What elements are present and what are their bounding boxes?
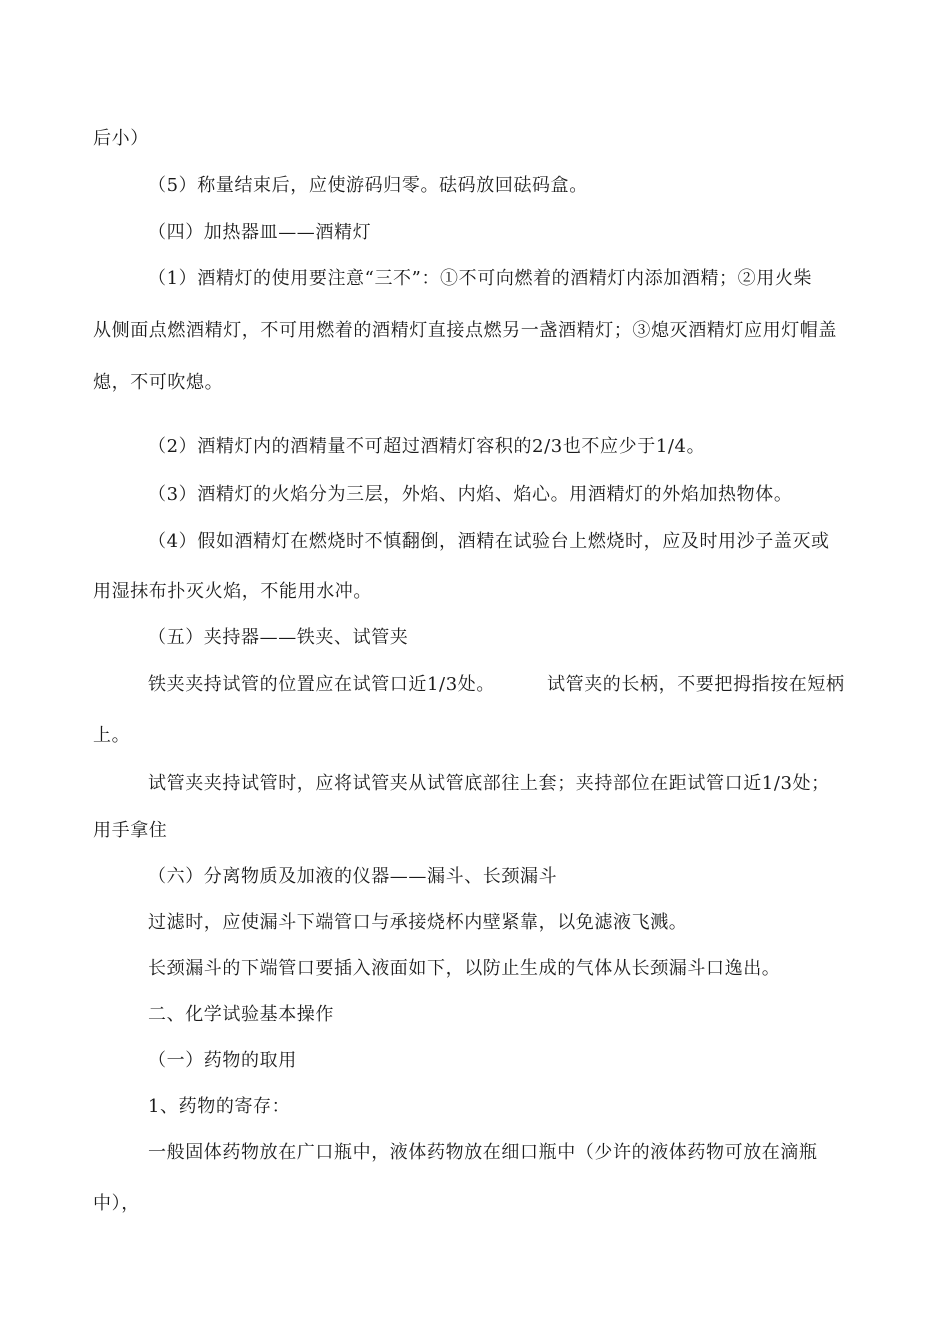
text-line: 试管夹的长柄，不要把拇指按在短柄 <box>547 674 845 695</box>
text-line: 熄，不可吹熄。 <box>93 372 224 393</box>
text-line: 一般固体药物放在广口瓶中，液体药物放在细口瓶中（少许的液体药物可放在滴瓶 <box>148 1142 818 1163</box>
text-line: 后小） <box>93 128 149 149</box>
text-line: 试管夹夹持试管时，应将试管夹从试管底部往上套；夹持部位在距试管口近1/3处； <box>148 773 830 794</box>
text-line: 从侧面点燃酒精灯，不可用燃着的酒精灯直接点燃另一盏酒精灯；③熄灭酒精灯应用灯帽盖 <box>93 320 837 341</box>
section-heading: （六）分离物质及加液的仪器——漏斗、长颈漏斗 <box>148 866 558 887</box>
text-line: 用手拿住 <box>93 820 168 841</box>
text-line: 长颈漏斗的下端管口要插入液面如下，以防止生成的气体从长颈漏斗口逸出。 <box>148 958 781 979</box>
section-heading: （四）加热器皿——酒精灯 <box>148 222 372 243</box>
text-line: 用湿抹布扑灭火焰，不能用水冲。 <box>93 581 372 602</box>
section-heading: 二、化学试验基本操作 <box>148 1004 334 1025</box>
text-line: （2）酒精灯内的酒精量不可超过酒精灯容积的2/3也不应少于1/4。 <box>148 436 706 457</box>
text-line: （1）酒精灯的使用要注意“三不”：①不可向燃着的酒精灯内添加酒精；②用火柴 <box>148 268 813 289</box>
text-line: 过滤时，应使漏斗下端管口与承接烧杯内壁紧靠，以免滤液飞溅。 <box>148 912 688 933</box>
section-heading: （五）夹持器——铁夹、试管夹 <box>148 627 409 648</box>
text-line: 1、药物的寄存： <box>148 1096 291 1117</box>
text-line: 上。 <box>93 725 131 746</box>
text-line: （3）酒精灯的火焰分为三层，外焰、内焰、焰心。用酒精灯的外焰加热物体。 <box>148 484 793 505</box>
text-line: （4）假如酒精灯在燃烧时不慎翻倒，酒精在试验台上燃烧时，应及时用沙子盖灭或 <box>148 531 830 552</box>
section-heading: （一）药物的取用 <box>148 1050 297 1071</box>
text-line: 中）， <box>93 1193 140 1214</box>
text-line: （5）称量结束后，应使游码归零。砝码放回砝码盒。 <box>148 175 588 196</box>
text-line: 铁夹夹持试管的位置应在试管口近1/3处。 <box>148 674 495 695</box>
